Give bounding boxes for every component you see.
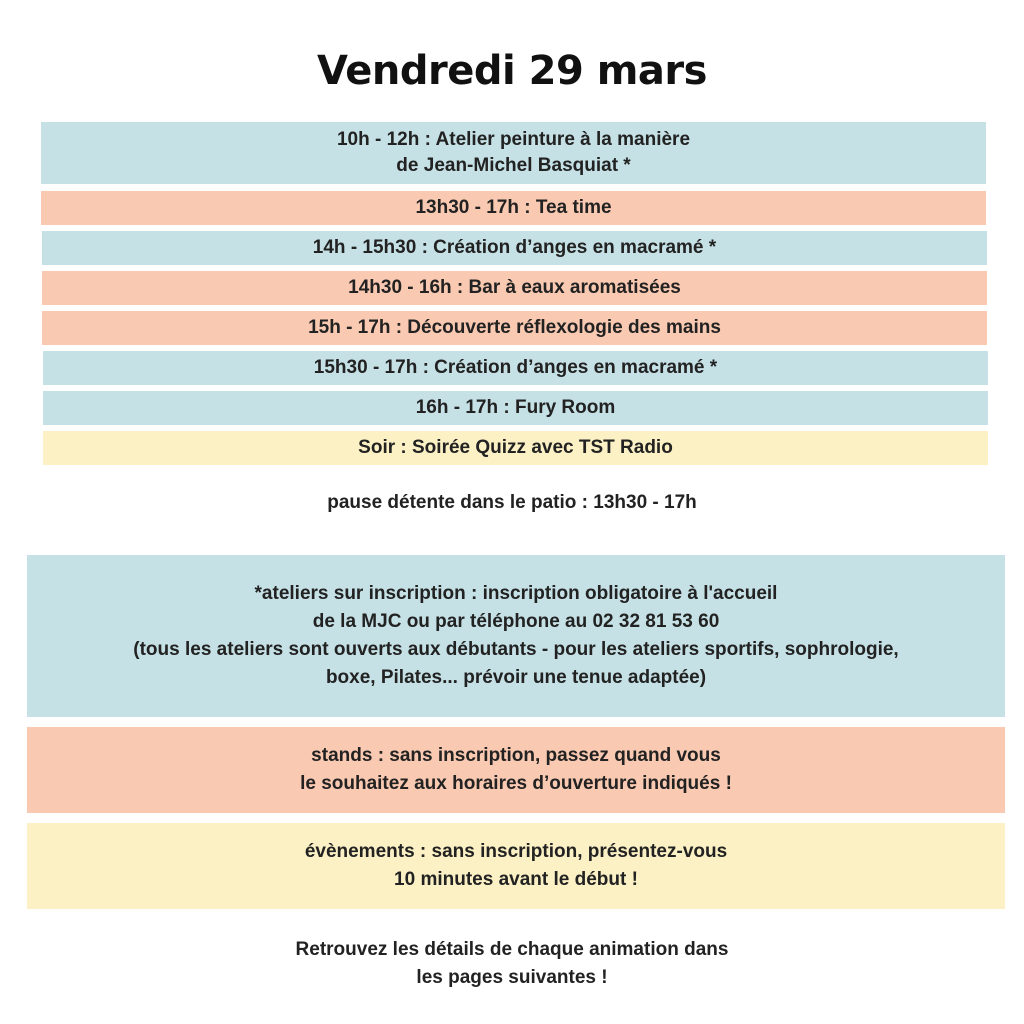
schedule-row-reflexologie: [42, 311, 987, 345]
schedule-row-anges-macrame-1: [42, 231, 987, 265]
footer-note: [0, 934, 1024, 994]
info-box-ateliers: [27, 555, 1005, 717]
schedule-row-text: 15h - 17h : Découverte réflexologie des mains: [308, 317, 721, 338]
schedule-row-text: 14h30 - 16h : Bar à eaux aromatisées: [348, 277, 681, 298]
page-title: Vendredi 29 mars: [317, 48, 707, 94]
info-line: boxe, Pilates... prévoir une tenue adaptée): [325, 667, 707, 688]
info-line: 10 minutes avant le début !: [394, 869, 638, 890]
schedule-row-text: 16h - 17h : Fury Room: [415, 397, 616, 418]
info-line: stands : sans inscription, passez quand vous: [311, 745, 721, 766]
info-box-evenements: [27, 823, 1005, 909]
footer-line: les pages suivantes !: [416, 967, 608, 988]
pause-text: pause détente dans le patio : 13h30 - 17h: [327, 492, 697, 513]
footer-line: Retrouvez les détails de chaque animation dans: [295, 939, 729, 960]
schedule-row-text: 13h30 - 17h : Tea time: [415, 197, 612, 218]
info-line: *ateliers sur inscription : inscription obligatoire à l'accueil: [254, 583, 778, 604]
schedule-row-soiree-quizz: [43, 431, 988, 465]
schedule-row-text: de Jean-Michel Basquiat *: [396, 155, 631, 176]
schedule-row-fury-room: [43, 391, 988, 425]
info-line: (tous les ateliers sont ouverts aux débutants - pour les ateliers sportifs, sophrologie,: [133, 639, 899, 660]
schedule-row-tea-time: [41, 191, 986, 225]
info-box-stands: [27, 727, 1005, 813]
schedule-row-anges-macrame-2: [43, 351, 988, 385]
info-line: de la MJC ou par téléphone au 02 32 81 53 60: [312, 611, 720, 632]
schedule-row-text: 14h - 15h30 : Création d’anges en macramé *: [312, 237, 717, 258]
schedule-row-text: Soir : Soirée Quizz avec TST Radio: [358, 437, 673, 458]
info-line: le souhaitez aux horaires d’ouverture indiqués !: [300, 773, 732, 794]
schedule-row-bar-eaux: [42, 271, 987, 305]
schedule-row-atelier-peinture: [41, 122, 986, 184]
schedule-row-text: 10h - 12h : Atelier peinture à la manière: [336, 129, 691, 150]
schedule-row-text: 15h30 - 17h : Création d’anges en macramé *: [313, 357, 718, 378]
info-line: évènements : sans inscription, présentez-vous: [304, 841, 728, 862]
